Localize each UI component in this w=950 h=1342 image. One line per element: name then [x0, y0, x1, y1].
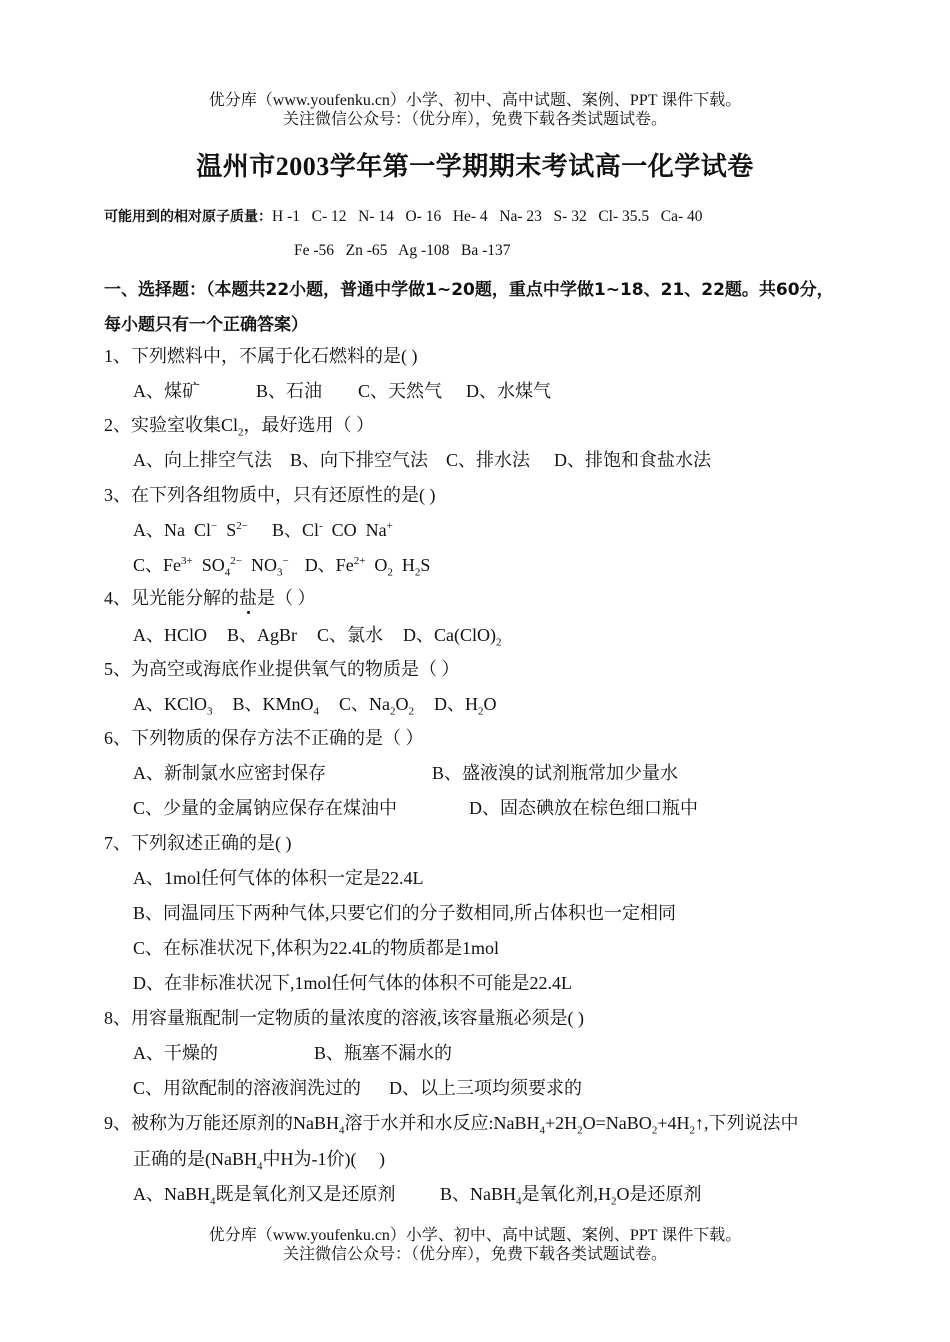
q2-stem-tail: ，最好选用（ ）	[243, 415, 375, 435]
q3-option-a: A、Na Cl− $S^{2-}$	[133, 520, 248, 540]
atomic-masses-label: 可能用到的相对原子质量：	[104, 209, 272, 225]
question-5-stem: 5、为高空或海底作业提供氧气的物质是（ ）	[104, 659, 460, 679]
q1-option-c: C、天然气	[358, 381, 443, 401]
q5-option-d: D、$H_2O$	[434, 694, 497, 718]
q7-option-d: D、在非标准状况下,1mol任何气体的体积不可能是22.4L	[133, 973, 572, 993]
q4-option-d: D、$Ca(ClO)_2$	[403, 625, 502, 649]
q7-option-b: B、同温同压下两种气体,只要它们的分子数相同,所占体积也一定相同	[133, 903, 677, 923]
q5-option-b: B、KMnO$_4$	[232, 694, 320, 718]
q2-option-c: C、排水法	[446, 450, 531, 470]
atomic-masses-values-1: H -1 C- 12 N- 14 O- 16 He- 4 Na- 23 S- 32 Cl- 35.5 Ca- 40	[272, 208, 703, 225]
question-2-stem	[104, 411, 374, 437]
question-1-stem: 1、下列燃料中，不属于化石燃料的是( )	[104, 346, 418, 366]
q6-option-d: D、固态碘放在棕色细口瓶中	[469, 798, 698, 818]
q9-option-a: A、NaBH$_4$既是氧化剂又是还原剂	[133, 1184, 396, 1208]
q6-option-c: C、少量的金属钠应保存在煤油中	[133, 798, 398, 818]
footer-line-2: 关注微信公众号：（优分库），免费下载各类试题试卷。	[282, 1246, 667, 1263]
question-2-options	[133, 446, 711, 472]
q9-option-b: B、NaBH$_4$是氧化剂$,H_2O$是还原剂	[440, 1184, 702, 1208]
q6-option-a: A、新制氯水应密封保存	[133, 763, 326, 783]
q3-option-b: B、Cl- CO Na+	[271, 520, 393, 540]
q2-option-d: D、排饱和食盐水法	[554, 450, 712, 470]
section-heading-line-2: 每小题只有一个正确答案）	[104, 315, 308, 335]
q8-option-b: B、瓶塞不漏水的	[314, 1043, 453, 1063]
q7-option-c: C、在标准状况下,体积为22.4L的物质都是1mol	[133, 938, 500, 958]
question-7-stem: 7、下列叙述正确的是( )	[104, 833, 292, 853]
footer-line-1: 优分库（www.youfenku.cn）小学、初中、高中试题、案例、PPT 课件下载。	[208, 1227, 742, 1244]
q1-option-b: B、石油	[256, 381, 323, 401]
page-header	[0, 91, 950, 129]
q5-option-c: C、$Na_2O_2$	[339, 694, 415, 718]
q4-stem-tail: 是（ ）	[257, 588, 316, 608]
q1-option-d: D、水煤气	[466, 381, 552, 401]
question-6-stem: 6、下列物质的保存方法不正确的是（ ）	[104, 728, 424, 748]
q6-option-b: B、盛液溴的试剂瓶常加少量水	[432, 763, 679, 783]
page-footer	[0, 1226, 950, 1264]
q8-option-a: A、干燥的	[133, 1043, 218, 1063]
q4-stem-text: 4、见光能分解的	[104, 588, 239, 608]
question-4-stem	[104, 584, 316, 610]
question-4-options	[133, 621, 502, 647]
header-line-1: 优分库（www.youfenku.cn）小学、初中、高中试题、案例、PPT 课件下载。	[208, 92, 742, 109]
question-5-options	[133, 690, 497, 716]
question-3-stem: 3、在下列各组物质中，只有还原性的是( )	[104, 485, 436, 505]
q4-option-a: A、HClO	[133, 625, 208, 645]
q4-emphasis-word: 盐	[239, 588, 257, 608]
question-9-stem-line-2: 正确的是(NaBH$_4$中H为-1价)( )	[133, 1149, 385, 1173]
q8-option-c: C、用欲配制的溶液润洗过的	[133, 1078, 362, 1098]
question-8-stem: 8、用容量瓶配制一定物质的量浓度的溶液,该容量瓶必须是( )	[104, 1008, 584, 1028]
question-9-stem-line-1: 9、被称为万能还原剂的NaBH$_4$溶于水并和水反应$:NaBH_4+2H_2O=NaBO_2+4H_2↑$,下列说法中	[104, 1113, 799, 1137]
q2-stem-text: 2、实验室收集Cl	[104, 415, 239, 435]
q5-option-a: A、KClO$_3$	[133, 694, 213, 718]
q4-option-c: C、氯水	[317, 625, 384, 645]
question-3-options-ab	[133, 516, 393, 542]
header-line-2: 关注微信公众号：（优分库），免费下载各类试题试卷。	[282, 111, 667, 128]
q2-option-b: B、向下排空气法	[290, 450, 429, 470]
question-1-options	[133, 377, 551, 403]
q2-stem-sub: 2	[238, 426, 244, 439]
q8-option-d: D、以上三项均须要求的	[389, 1078, 582, 1098]
atomic-masses-line-1	[104, 206, 703, 226]
question-3-options-cd	[133, 551, 430, 577]
atomic-masses-line-2: Fe -56 Zn -65 Ag -108 Ba -137	[294, 242, 511, 259]
q1-option-a: A、煤矿	[133, 381, 200, 401]
q7-option-a: A、1mol任何气体的体积一定是22.4L	[133, 868, 424, 888]
q3-option-d: D、$Fe^{2+}$ $O_2$ $H_2S$	[304, 555, 431, 579]
section-heading-line-1: 一、选择题：（本题共22小题，普通中学做1~20题，重点中学做1~18、21、22题。共60分，	[104, 280, 834, 300]
q3-option-c: C、$Fe^{3+}$ $SO_4^{2-}$ $NO_3^-$	[133, 555, 289, 579]
q4-option-b: B、AgBr	[227, 625, 298, 645]
q2-option-a: A、向上排空气法	[133, 450, 272, 470]
exam-title: 温州市2003学年第一学期期末考试高一化学试卷	[196, 152, 754, 181]
